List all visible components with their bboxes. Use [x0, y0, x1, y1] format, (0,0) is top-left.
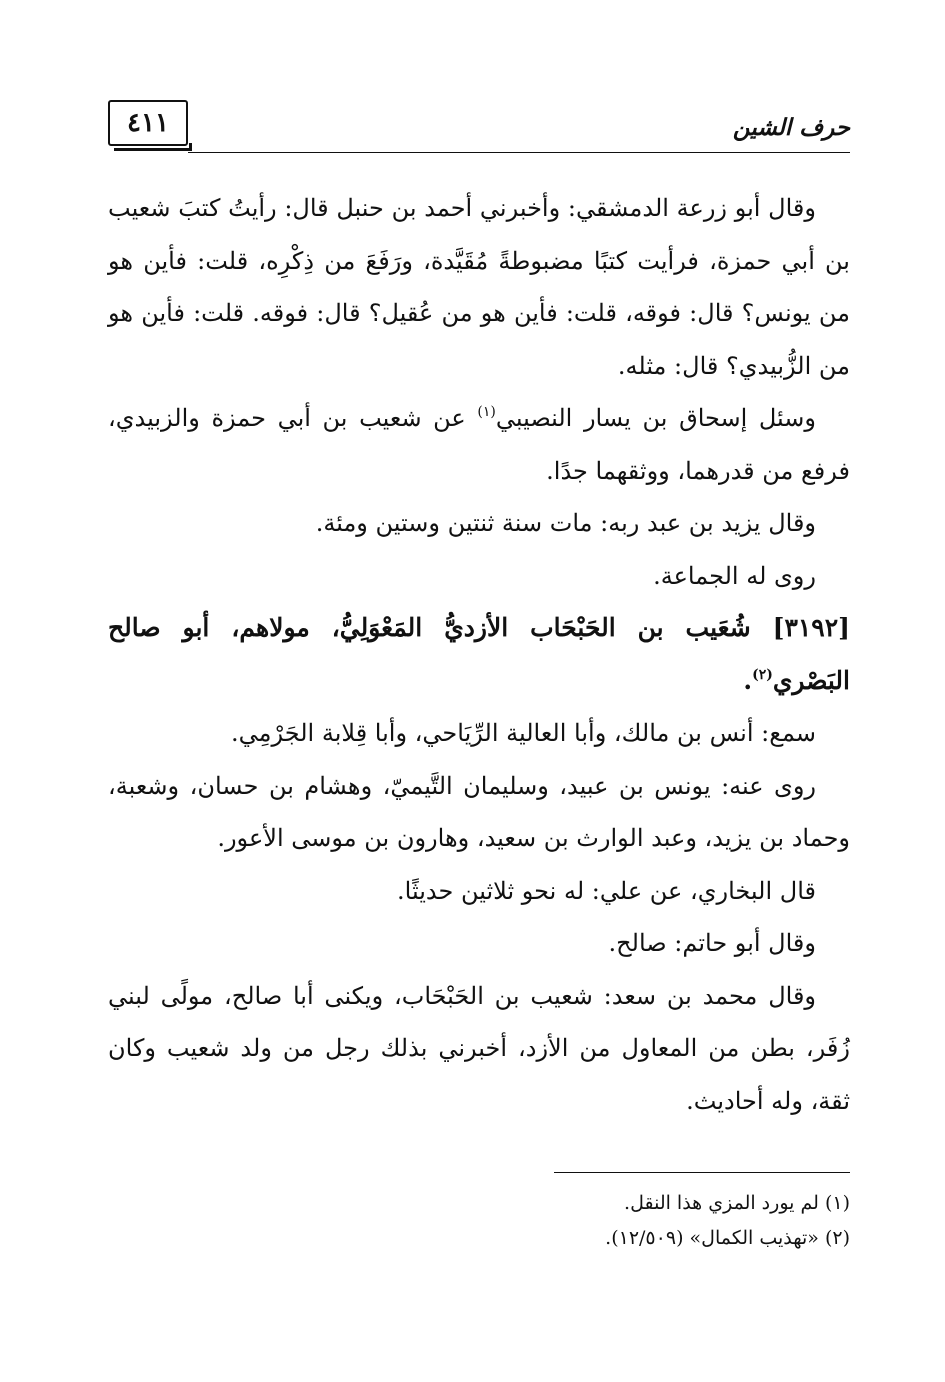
footnote-1: (١) لم يورد المزي هذا النقل. — [624, 1192, 850, 1214]
paragraph-rawa-anhu: روى عنه: يونس بن عبيد، وسليمان التَّيميّ، وهشام بن حسان، وشعبة، وحماد بن يزيد، وعبد الوارث بن سعيد، وهارون بن موسى الأعور. — [108, 771, 850, 852]
running-head: حرف الشين — [732, 114, 850, 141]
paragraph-abu-zura: وقال أبو زرعة الدمشقي: وأخبرني أحمد بن حنبل قال: رأيتُ كتبَ شعيب بن أبي حمزة، فرأيت كتبًا مضبوطةً مُقَيَّدة، ورَفَعَ من ذِكْرِه، قلت: فأين هو من يونس؟ قال: فوقه، قلت: فأين هو من عُقيل؟ قال: فوقه. قلت: فأين هو من الزُّبيدي؟ قال: مثله. — [108, 194, 850, 380]
paragraph-bukhari: قال البخاري، عن علي: له نحو ثلاثين حديثًا. — [397, 876, 816, 905]
entry-title-end: . — [743, 665, 753, 695]
paragraph-ishaq-text: وسئل إسحاق بن يسار النصيبي — [495, 404, 816, 432]
footnote-ref-1: (١) — [477, 404, 496, 420]
paragraph-samia: سمع: أنس بن مالك، وأبا العالية الرِّيَاحي، وأبا قِلابة الجَرْمِي. — [231, 719, 816, 747]
paragraph-abu-hatim: وقال أبو حاتم: صالح. — [608, 929, 816, 957]
paragraph-jamaa: روى له الجماعة. — [653, 561, 816, 590]
paragraph-ibn-sad: وقال محمد بن سعد: شعيب بن الحَبْحَاب، ويكنى أبا صالح، مولًى لبني زُفَر، بطن من المعاول من الأزد، أخبرني بذلك رجل من ولد شعيب وكان ثقة، وله أحاديث. — [108, 981, 850, 1115]
footnotes — [108, 1186, 850, 1256]
footnote-rule — [554, 1172, 850, 1173]
entry-heading — [108, 602, 850, 707]
page-number: ٤١١ — [108, 100, 188, 146]
paragraph-ishaq — [108, 392, 850, 497]
entry-title: [٣١٩٢] شُعَيب بن الحَبْحَاب الأزديُّ المَعْوَلِيُّ، مولاهم، أبو صالح البَصْري — [108, 613, 850, 695]
paragraph-ishaq-rest: عن شعيب بن أبي حمزة والزبيدي، فرفع من قدرهما، ووثقهما جدًا. — [108, 404, 850, 485]
header-rule — [188, 152, 850, 153]
paragraph-yazid: وقال يزيد بن عبد ربه: مات سنة ثنتين وستين ومئة. — [315, 509, 816, 537]
book-page — [108, 0, 850, 1382]
main-text — [108, 182, 850, 1127]
page-header — [108, 100, 850, 156]
footnote-ref-2: (٢) — [752, 666, 773, 683]
footnote-2: (٢) «تهذيب الكمال» (١٢/٥٠٩). — [605, 1227, 850, 1249]
